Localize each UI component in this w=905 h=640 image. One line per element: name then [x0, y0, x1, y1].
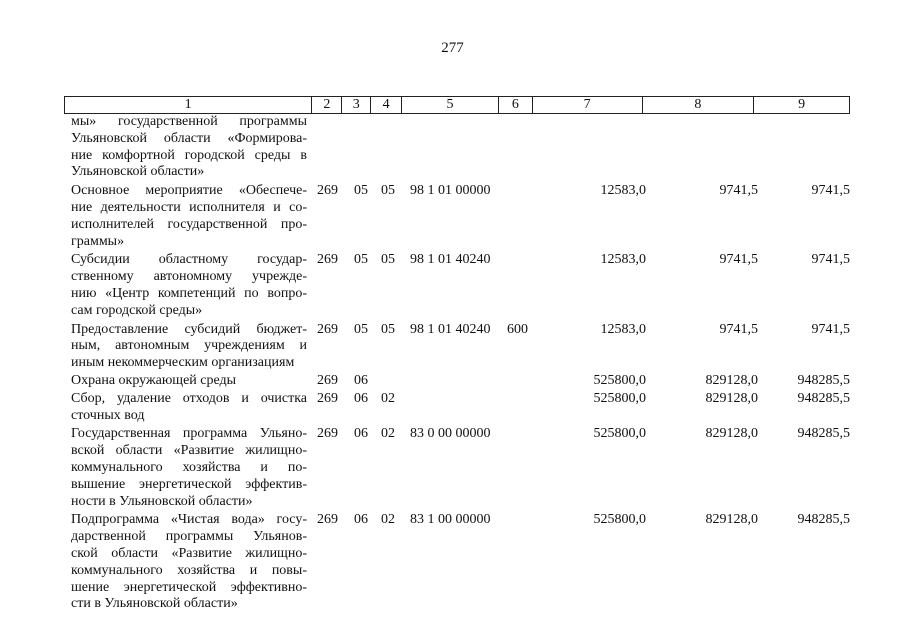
row-description [71, 391, 307, 425]
cell-section-code: 06 [354, 512, 368, 528]
description-line: ным, автономным учреждениям и [71, 338, 307, 354]
description-line: сточных вод [71, 407, 145, 423]
description-line: коммунального хозяйства и по- [71, 459, 307, 475]
description-line: нию «Центр компетенций по вопро- [71, 285, 307, 301]
description-line: иным некоммерческим организациям [71, 355, 295, 371]
column-header-4: 4 [371, 97, 402, 113]
row-description [71, 426, 307, 510]
description-line: сам городской среды» [71, 302, 203, 318]
cell-ministry-code: 269 [317, 390, 338, 406]
row-description [71, 183, 307, 250]
cell-amount-year-3: 9741,5 [811, 321, 850, 337]
table-row [71, 373, 856, 390]
description-line: граммы» [71, 233, 125, 249]
description-line: коммунального хозяйства и повы- [71, 562, 307, 578]
cell-amount-year-1: 525800,0 [593, 512, 646, 528]
cell-amount-year-1: 525800,0 [593, 426, 646, 442]
table-row [71, 391, 856, 425]
column-header-1: 1 [65, 97, 312, 113]
description-line: Государственная программа Ульяно- [71, 426, 307, 442]
cell-amount-year-1: 12583,0 [600, 183, 646, 199]
table-row [71, 183, 856, 250]
cell-amount-year-2: 9741,5 [719, 252, 758, 268]
row-description [71, 322, 307, 372]
column-header-8: 8 [643, 97, 755, 113]
cell-target-article: 83 0 00 00000 [410, 426, 491, 442]
description-line: Охрана окружающей среды [71, 372, 237, 388]
column-header-2: 2 [312, 97, 342, 113]
cell-subsection-code: 02 [381, 426, 395, 442]
column-header-7: 7 [533, 97, 643, 113]
description-line: дарственной программы Ульянов- [71, 529, 307, 545]
table-header-row [64, 96, 850, 114]
cell-ministry-code: 269 [317, 321, 338, 337]
cell-amount-year-3: 948285,5 [797, 390, 850, 406]
description-line: исполнителей государственной про- [71, 216, 307, 232]
cell-amount-year-3: 9741,5 [811, 183, 850, 199]
cell-subsection-code: 05 [381, 183, 395, 199]
column-header-5: 5 [402, 97, 499, 113]
cell-ministry-code: 269 [317, 372, 338, 388]
column-header-9: 9 [798, 97, 806, 112]
description-line: мы» государственной программы [71, 114, 307, 129]
cell-amount-year-2: 829128,0 [705, 512, 758, 528]
description-line: сти в Ульяновской области» [71, 596, 238, 612]
cell-expense-type: 600 [507, 321, 528, 337]
cell-section-code: 06 [354, 426, 368, 442]
description-line: Сбор, удаление отходов и очистка [71, 390, 307, 406]
cell-section-code: 05 [354, 183, 368, 199]
description-line: Предоставление субсидий бюджет- [71, 321, 307, 337]
cell-amount-year-1: 12583,0 [600, 252, 646, 268]
cell-subsection-code: 02 [381, 390, 395, 406]
column-header-3: 3 [342, 97, 371, 113]
description-line: Ульяновской области «Формирова- [71, 130, 307, 146]
cell-target-article: 83 1 00 00000 [410, 512, 491, 528]
row-description [71, 373, 307, 390]
table-row [71, 322, 856, 372]
description-line: ской области «Развитие жилищно- [71, 545, 307, 561]
row-description [71, 114, 307, 181]
row-description [71, 512, 307, 613]
cell-section-code: 05 [354, 252, 368, 268]
cell-ministry-code: 269 [317, 426, 338, 442]
cell-amount-year-3: 948285,5 [797, 512, 850, 528]
column-header-6: 6 [499, 97, 533, 113]
cell-amount-year-2: 9741,5 [719, 321, 758, 337]
cell-ministry-code: 269 [317, 512, 338, 528]
table-row [71, 426, 856, 510]
table-row [71, 252, 856, 319]
description-line: Субсидии областному государ- [71, 252, 307, 268]
cell-amount-year-3: 948285,5 [797, 372, 850, 388]
cell-target-article: 98 1 01 40240 [410, 321, 491, 337]
description-line: ности в Ульяновской области» [71, 493, 253, 509]
cell-ministry-code: 269 [317, 183, 338, 199]
cell-target-article: 98 1 01 40240 [410, 252, 491, 268]
description-line: вской области «Развитие жилищно- [71, 443, 307, 459]
cell-section-code: 06 [354, 390, 368, 406]
cell-amount-year-2: 829128,0 [705, 372, 758, 388]
cell-subsection-code: 05 [381, 252, 395, 268]
cell-amount-year-3: 948285,5 [797, 426, 850, 442]
description-line: вышение энергетической эффектив- [71, 476, 307, 492]
cell-amount-year-2: 829128,0 [705, 426, 758, 442]
cell-amount-year-1: 525800,0 [593, 390, 646, 406]
cell-amount-year-2: 829128,0 [705, 390, 758, 406]
page-number: 277 [441, 40, 464, 56]
table-row [71, 512, 856, 613]
description-line: ние комфортной городской среды в [71, 147, 307, 163]
cell-amount-year-1: 12583,0 [600, 321, 646, 337]
cell-amount-year-3: 9741,5 [811, 252, 850, 268]
description-line: Подпрограмма «Чистая вода» госу- [71, 512, 307, 528]
cell-amount-year-1: 525800,0 [593, 372, 646, 388]
description-line: Основное мероприятие «Обеспече- [71, 183, 307, 199]
cell-subsection-code: 05 [381, 321, 395, 337]
description-line: шение энергетической эффективно- [71, 579, 307, 595]
table-body [71, 114, 856, 613]
cell-subsection-code: 02 [381, 512, 395, 528]
description-line: ственному автономному учрежде- [71, 269, 307, 285]
table-row [71, 114, 856, 181]
cell-section-code: 05 [354, 321, 368, 337]
cell-section-code: 06 [354, 372, 368, 388]
description-line: Ульяновской области» [71, 164, 205, 180]
cell-amount-year-2: 9741,5 [719, 183, 758, 199]
description-line: ние деятельности исполнителя и со- [71, 199, 307, 215]
row-description [71, 252, 307, 319]
cell-ministry-code: 269 [317, 252, 338, 268]
cell-target-article: 98 1 01 00000 [410, 183, 491, 199]
